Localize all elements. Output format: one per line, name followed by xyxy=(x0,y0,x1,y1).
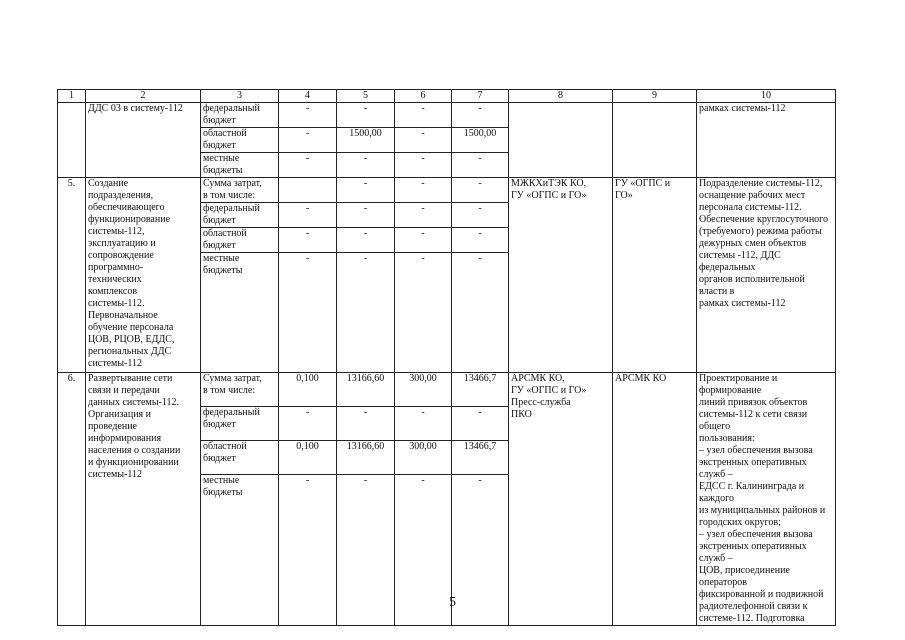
amount-cell: 13466,7 xyxy=(452,441,509,475)
amount-cell: - xyxy=(395,253,452,373)
amount-cell: - xyxy=(395,128,452,153)
responsible-coordinator: АРСМК КО xyxy=(613,373,697,626)
funding-source-label: местные бюджеты xyxy=(201,475,279,626)
amount-cell: - xyxy=(279,475,337,626)
funding-source-label: областной бюджет xyxy=(201,228,279,253)
amount-cell: - xyxy=(337,103,395,128)
amount-cell: - xyxy=(337,228,395,253)
funding-source-label: областной бюджет xyxy=(201,441,279,475)
table-row xyxy=(58,178,836,203)
funding-source-label: областной бюджет xyxy=(201,128,279,153)
amount-cell: 1500,00 xyxy=(452,128,509,153)
table-row xyxy=(58,103,836,128)
program-table xyxy=(57,89,836,626)
amount-cell: - xyxy=(395,228,452,253)
amount-cell: - xyxy=(279,203,337,228)
column-number-header: 10 xyxy=(697,90,836,103)
amount-cell: - xyxy=(279,103,337,128)
amount-cell: 0,100 xyxy=(279,373,337,407)
amount-cell: - xyxy=(337,407,395,441)
amount-cell: - xyxy=(337,475,395,626)
amount-cell: - xyxy=(279,228,337,253)
funding-source-label: федеральный бюджет xyxy=(201,103,279,128)
expected-result: рамках системы-112 xyxy=(697,103,836,178)
row-number xyxy=(58,103,86,178)
column-number-header: 3 xyxy=(201,90,279,103)
amount-cell: - xyxy=(395,153,452,178)
amount-cell: 1500,00 xyxy=(337,128,395,153)
funding-source-label: Сумма затрат, в том числе: xyxy=(201,178,279,203)
amount-cell: - xyxy=(337,203,395,228)
activity-description: Развертывание сети связи и передачи данных системы-112. Организация и проведение информирования населения о создании и функционировании системы-112 xyxy=(86,373,201,626)
amount-cell: - xyxy=(279,153,337,178)
amount-cell: - xyxy=(337,253,395,373)
amount-cell: - xyxy=(279,128,337,153)
amount-cell: 13166,60 xyxy=(337,441,395,475)
expected-result: Подразделение системы-112, оснащение рабочих мест персонала системы-112. Обеспечение круглосуточного (требуемого) режима работы дежурных смен объектов системы -112, ДДС федеральных органов исполнительной власти в рамках системы-112 xyxy=(697,178,836,373)
amount-cell: - xyxy=(452,253,509,373)
amount-cell xyxy=(279,178,337,203)
column-number-header: 5 xyxy=(337,90,395,103)
table-row xyxy=(58,373,836,407)
responsible-coordinator: ГУ «ОГПС и ГО» xyxy=(613,178,697,373)
row-number: 6. xyxy=(58,373,86,626)
page-number: 5 xyxy=(449,595,456,610)
responsible-executors: МЖКХиТЭК КО, ГУ «ОГПС и ГО» xyxy=(509,178,613,373)
responsible-executors: АРСМК КО, ГУ «ОГПС и ГО» Пресс-служба ПКО xyxy=(509,373,613,626)
column-number-header: 7 xyxy=(452,90,509,103)
amount-cell: - xyxy=(452,475,509,626)
amount-cell: 300,00 xyxy=(395,373,452,407)
amount-cell: - xyxy=(452,407,509,441)
amount-cell: - xyxy=(337,153,395,178)
amount-cell: - xyxy=(395,475,452,626)
funding-source-label: федеральный бюджет xyxy=(201,407,279,441)
column-number-header: 2 xyxy=(86,90,201,103)
amount-cell: - xyxy=(452,103,509,128)
amount-cell: 300,00 xyxy=(395,441,452,475)
column-number-header: 4 xyxy=(279,90,337,103)
amount-cell: - xyxy=(279,407,337,441)
funding-source-label: федеральный бюджет xyxy=(201,203,279,228)
funding-source-label: Сумма затрат, в том числе: xyxy=(201,373,279,407)
funding-source-label: местные бюджеты xyxy=(201,153,279,178)
amount-cell: 0,100 xyxy=(279,441,337,475)
amount-cell: 13166,60 xyxy=(337,373,395,407)
activity-description: ДДС 03 в систему-112 xyxy=(86,103,201,178)
amount-cell: - xyxy=(279,253,337,373)
amount-cell: - xyxy=(452,203,509,228)
amount-cell: - xyxy=(395,103,452,128)
column-number-header: 9 xyxy=(613,90,697,103)
amount-cell: - xyxy=(395,407,452,441)
column-number-header: 6 xyxy=(395,90,452,103)
amount-cell: - xyxy=(395,203,452,228)
amount-cell: 13466,7 xyxy=(452,373,509,407)
column-number-header: 8 xyxy=(509,90,613,103)
activity-description: Создание подразделения, обеспечивающего функционирование системы-112, эксплуатацию и сопровождение программно- технических комплексов системы-112. Первоначальное обучение персонала ЦОВ, РЦОВ, ЕДДС, региональных ДДС системы-112 xyxy=(86,178,201,373)
expected-result: Проектирование и формирование линий привязок объектов системы-112 к сети связи общего пользования: – узел обеспечения вызова экстренных оперативных служб – ЕДСС г. Калининграда и каждого из муниципальных районов и городских округов; – узел обеспечения вызова экстренных оперативных служб – ЦОВ, присоединение операторов фиксированной и подвижной радиотелефонной связи к системе-112. Подготовка xyxy=(697,373,836,626)
responsible-coordinator xyxy=(613,103,697,178)
amount-cell: - xyxy=(452,153,509,178)
table-header-row xyxy=(58,90,836,103)
amount-cell: - xyxy=(395,178,452,203)
funding-source-label: местные бюджеты xyxy=(201,253,279,373)
responsible-executors xyxy=(509,103,613,178)
row-number: 5. xyxy=(58,178,86,373)
amount-cell: - xyxy=(337,178,395,203)
column-number-header: 1 xyxy=(58,90,86,103)
amount-cell: - xyxy=(452,228,509,253)
amount-cell: - xyxy=(452,178,509,203)
